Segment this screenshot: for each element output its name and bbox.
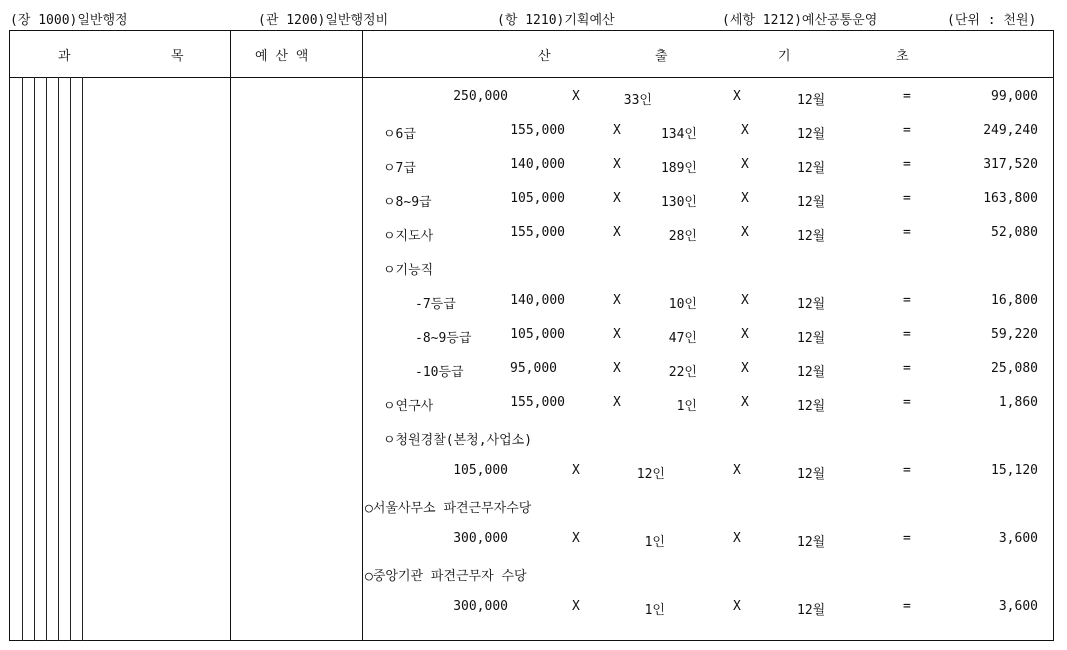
unit-price: 95,000: [510, 361, 557, 376]
row-label: ㅇ지도사: [383, 229, 434, 244]
hierarchy-line: [82, 77, 83, 641]
months: 12월: [797, 127, 826, 142]
col-header-basis-3: 기: [778, 49, 791, 64]
hang-label: (항 1210)기획예산: [497, 13, 615, 28]
multiply-sign: X: [572, 531, 580, 546]
months: 12월: [797, 331, 826, 346]
equals-sign: =: [903, 531, 911, 546]
multiply-sign: X: [741, 327, 749, 342]
sehang-label: (세항 1212)예산공통운영: [722, 13, 878, 28]
multiply-sign: X: [741, 157, 749, 172]
multiply-sign: X: [613, 361, 621, 376]
months: 12월: [797, 365, 826, 380]
jang-label: (장 1000)일반행정: [10, 13, 128, 28]
amount: 99,000: [991, 89, 1038, 104]
table-header-divider: [9, 77, 1054, 78]
multiply-sign: X: [572, 463, 580, 478]
headcount: 22인: [668, 365, 697, 380]
equals-sign: =: [903, 89, 911, 104]
months: 12월: [797, 399, 826, 414]
unit-price: 155,000: [510, 225, 565, 240]
headcount: 1인: [644, 535, 665, 550]
headcount: 134인: [660, 127, 697, 142]
unit-price: 300,000: [453, 599, 508, 614]
multiply-sign: X: [741, 395, 749, 410]
row-label: ㅇ8~9급: [383, 195, 432, 210]
col-header-budget: 예 산 액: [255, 49, 309, 64]
months: 12월: [797, 535, 826, 550]
multiply-sign: X: [741, 361, 749, 376]
amount: 3,600: [998, 599, 1038, 614]
months: 12월: [797, 161, 826, 176]
months: 12월: [797, 603, 826, 618]
headcount: 12인: [636, 467, 665, 482]
row-label: ㅇ청원경찰(본청,사업소): [383, 433, 533, 448]
multiply-sign: X: [733, 531, 741, 546]
row-label: ㅇ7급: [383, 161, 416, 176]
col-header-basis-4: 초: [896, 49, 909, 64]
equals-sign: =: [903, 599, 911, 614]
equals-sign: =: [903, 123, 911, 138]
multiply-sign: X: [733, 463, 741, 478]
headcount: 28인: [668, 229, 697, 244]
headcount: 10인: [668, 297, 697, 312]
hierarchy-line: [70, 77, 71, 641]
hierarchy-line: [34, 77, 35, 641]
gwan-label: (관 1200)일반행정비: [258, 13, 389, 28]
col-header-basis-1: 산: [538, 49, 551, 64]
equals-sign: =: [903, 293, 911, 308]
headcount: 189인: [660, 161, 697, 176]
unit-price: 155,000: [510, 395, 565, 410]
unit-price: 105,000: [453, 463, 508, 478]
multiply-sign: X: [741, 293, 749, 308]
equals-sign: =: [903, 395, 911, 410]
multiply-sign: X: [613, 157, 621, 172]
multiply-sign: X: [613, 191, 621, 206]
amount: 15,120: [991, 463, 1038, 478]
multiply-sign: X: [613, 293, 621, 308]
multiply-sign: X: [741, 123, 749, 138]
unit-price: 105,000: [510, 327, 565, 342]
amount: 317,520: [983, 157, 1038, 172]
amount: 59,220: [991, 327, 1038, 342]
col-divider-budget: [230, 30, 231, 641]
months: 12월: [797, 195, 826, 210]
months: 12월: [797, 93, 826, 108]
amount: 1,860: [998, 395, 1038, 410]
equals-sign: =: [903, 191, 911, 206]
months: 12월: [797, 297, 826, 312]
hierarchy-line: [22, 77, 23, 641]
equals-sign: =: [903, 157, 911, 172]
col-divider-basis: [362, 30, 363, 641]
amount: 52,080: [991, 225, 1038, 240]
equals-sign: =: [903, 225, 911, 240]
row-label: ㅇ연구사: [383, 399, 434, 414]
multiply-sign: X: [572, 89, 580, 104]
multiply-sign: X: [741, 225, 749, 240]
multiply-sign: X: [733, 89, 741, 104]
hierarchy-line: [46, 77, 47, 641]
multiply-sign: X: [613, 327, 621, 342]
multiply-sign: X: [741, 191, 749, 206]
headcount: 47인: [668, 331, 697, 346]
multiply-sign: X: [613, 123, 621, 138]
headcount: 130인: [660, 195, 697, 210]
unit-price: 250,000: [453, 89, 508, 104]
hierarchy-line: [58, 77, 59, 641]
unit-label: (단위 : 천원): [947, 13, 1037, 28]
col-header-basis-2: 출: [655, 49, 668, 64]
months: 12월: [797, 467, 826, 482]
equals-sign: =: [903, 463, 911, 478]
unit-price: 140,000: [510, 157, 565, 172]
amount: 249,240: [983, 123, 1038, 138]
row-label: -7등급: [415, 297, 456, 312]
headcount: 1인: [676, 399, 697, 414]
amount: 16,800: [991, 293, 1038, 308]
row-label: -10등급: [415, 365, 464, 380]
equals-sign: =: [903, 327, 911, 342]
multiply-sign: X: [733, 599, 741, 614]
amount: 163,800: [983, 191, 1038, 206]
multiply-sign: X: [572, 599, 580, 614]
row-label: ○중앙기관 파견근무자 수당: [365, 569, 527, 584]
multiply-sign: X: [613, 225, 621, 240]
row-label: -8~9등급: [415, 331, 472, 346]
col-header-gwa: 과: [58, 49, 71, 64]
unit-price: 300,000: [453, 531, 508, 546]
equals-sign: =: [903, 361, 911, 376]
headcount: 1인: [644, 603, 665, 618]
row-label: ○서울사무소 파견근무자수당: [365, 501, 532, 516]
unit-price: 155,000: [510, 123, 565, 138]
row-label: ㅇ6급: [383, 127, 416, 142]
unit-price: 140,000: [510, 293, 565, 308]
months: 12월: [797, 229, 826, 244]
headcount: 33인: [623, 93, 652, 108]
row-label: ㅇ기능직: [383, 263, 434, 278]
unit-price: 105,000: [510, 191, 565, 206]
amount: 25,080: [991, 361, 1038, 376]
col-header-mok: 목: [171, 49, 184, 64]
amount: 3,600: [998, 531, 1038, 546]
multiply-sign: X: [613, 395, 621, 410]
